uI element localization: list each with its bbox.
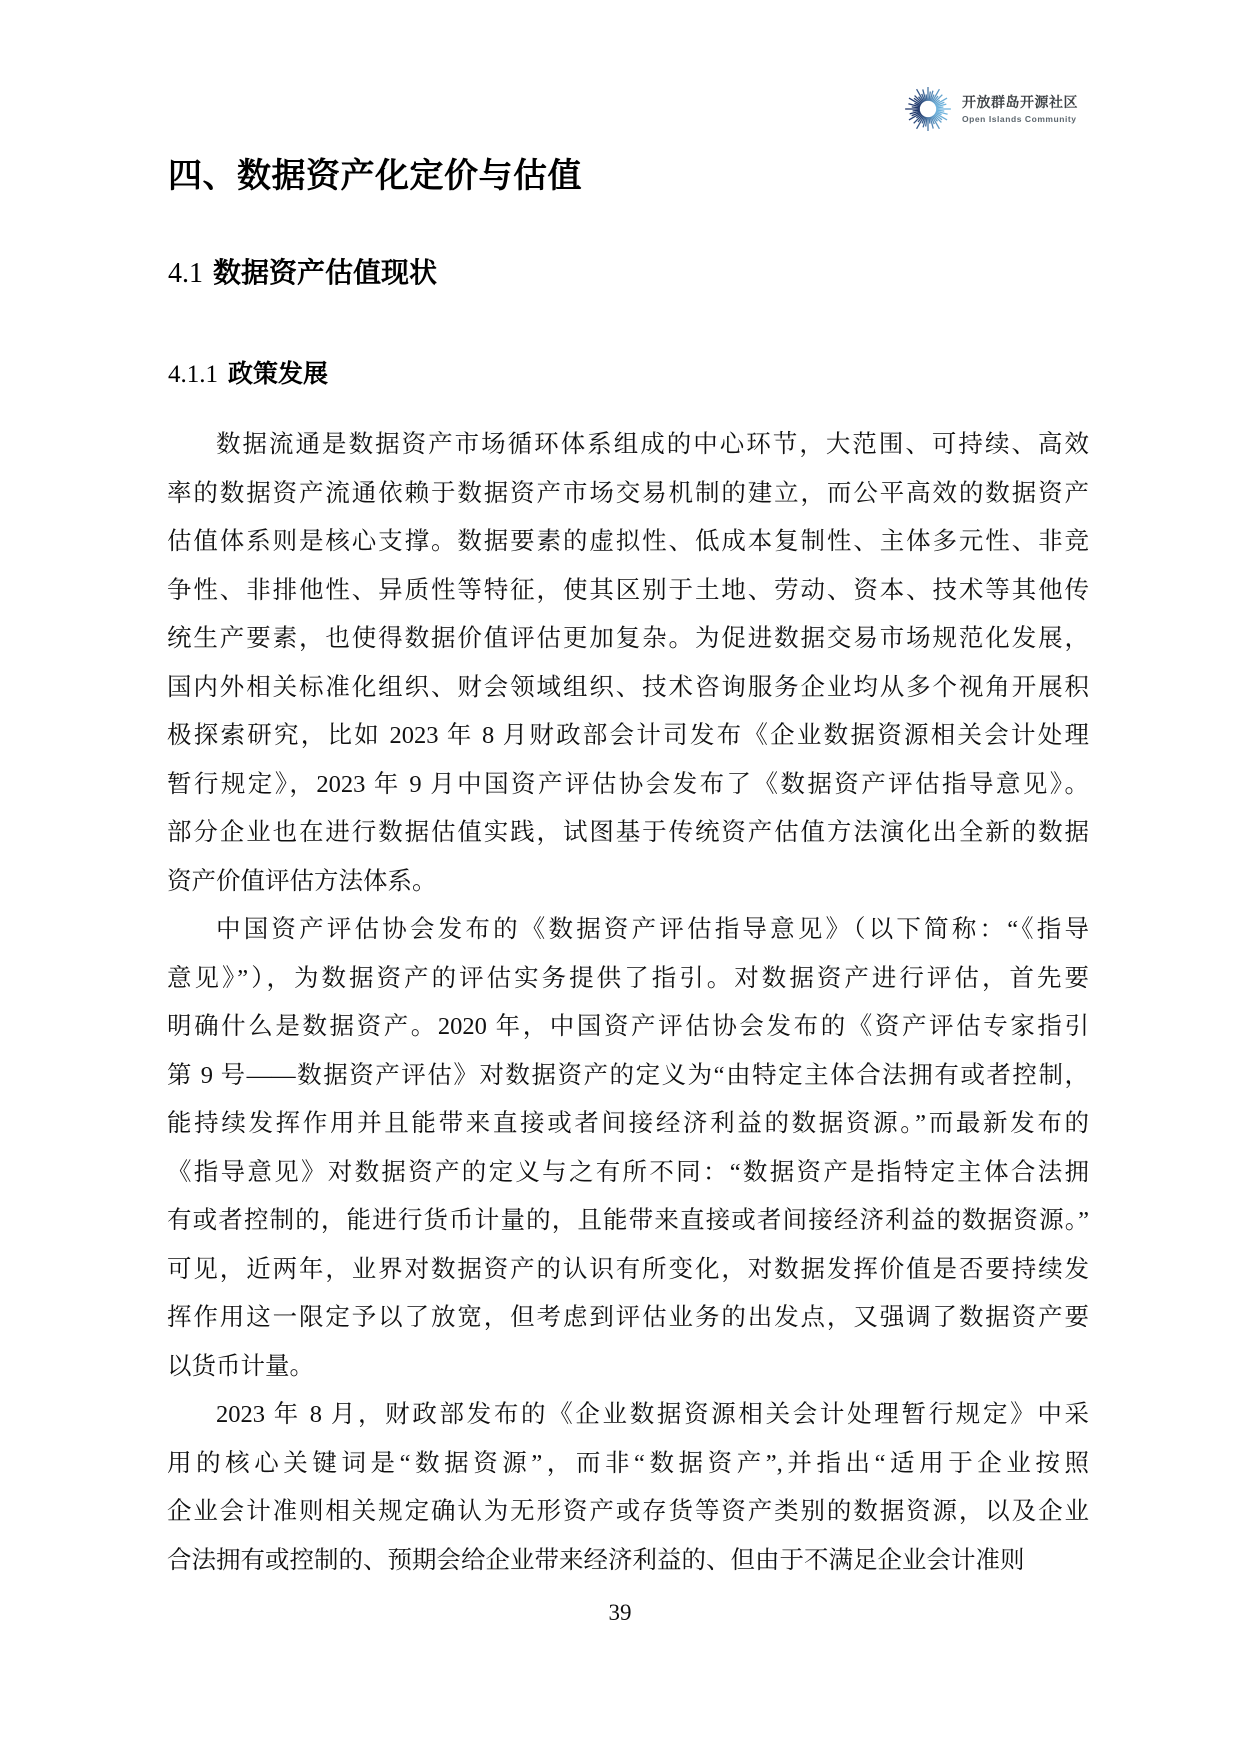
- logo: [903, 84, 1078, 134]
- document-body: [167, 421, 1089, 1585]
- body-line: 中国资产评估协会发布的《数据资产评估指导意见》（以下简称：“《指导: [216, 916, 1089, 943]
- body-line: 以货币计量。: [167, 1352, 314, 1380]
- subsection-number: 4.1.1: [168, 361, 218, 388]
- body-line: 明确什么是数据资产。2020 年，中国资产评估协会发布的《资产评估专家指引: [167, 1013, 1089, 1040]
- sunburst-icon: [903, 84, 953, 134]
- chapter-title: 四、数据资产化定价与估值: [168, 157, 582, 195]
- logo-text: [962, 94, 1078, 125]
- body-line: 国内外相关标准化组织、财会领域组织、技术咨询服务企业均从多个视角开展积: [167, 673, 1089, 701]
- page-number: 39: [608, 1600, 632, 1625]
- logo-name-zh: 开放群岛开源社区: [962, 93, 1078, 110]
- body-line: 用的核心关键词是“数据资源”，而非“数据资产”,并指出“适用于企业按照: [167, 1449, 1089, 1477]
- body-line: 资产价值评估方法体系。: [167, 867, 437, 895]
- body-line: 挥作用这一限定予以了放宽，但考虑到评估业务的出发点，又强调了数据资产要: [167, 1304, 1089, 1331]
- body-line: 统生产要素，也使得数据价值评估更加复杂。为促进数据交易市场规范化发展，: [167, 625, 1089, 652]
- subsection-title: [168, 354, 328, 390]
- section-title: [168, 251, 437, 291]
- body-line: 极探索研究，比如 2023 年 8 月财政部会计司发布《企业数据资源相关会计处理: [167, 722, 1089, 749]
- body-line: 第 9 号——数据资产评估》对数据资产的定义为“由特定主体合法拥有或者控制，: [167, 1061, 1089, 1089]
- body-line: 《指导意见》对数据资产的定义与之有所不同：“数据资产是指特定主体合法拥: [167, 1158, 1089, 1186]
- section-number: 4.1: [168, 258, 203, 289]
- section-title-text: 数据资产估值现状: [213, 257, 438, 288]
- body-line: 部分企业也在进行数据估值实践，试图基于传统资产估值方法演化出全新的数据: [167, 819, 1089, 846]
- body-line: 估值体系则是核心支撑。数据要素的虚拟性、低成本复制性、主体多元性、非竞: [167, 528, 1089, 555]
- body-line: 能持续发挥作用并且能带来直接或者间接经济利益的数据资源。”而最新发布的: [167, 1110, 1089, 1137]
- body-line: 有或者控制的，能进行货币计量的，且能带来直接或者间接经济利益的数据资源。”: [167, 1207, 1089, 1234]
- body-line: 数据流通是数据资产市场循环体系组成的中心环节，大范围、可持续、高效: [216, 431, 1089, 458]
- logo-name-en: Open Islands Community: [962, 113, 1077, 124]
- body-line: 合法拥有或控制的、预期会给企业带来经济利益的、但由于不满足企业会计准则: [167, 1546, 1025, 1574]
- body-line: 争性、非排他性、异质性等特征，使其区别于土地、劳动、资本、技术等其他传: [167, 576, 1089, 604]
- body-line: 意见》”），为数据资产的评估实务提供了指引。对数据资产进行评估，首先要: [167, 964, 1089, 992]
- body-line: 企业会计准则相关规定确认为无形资产或存货等资产类别的数据资源，以及企业: [167, 1498, 1089, 1525]
- subsection-title-text: 政策发展: [228, 360, 329, 388]
- body-line: 2023 年 8 月，财政部发布的《企业数据资源相关会计处理暂行规定》中采: [216, 1401, 1089, 1428]
- body-line: 暂行规定》，2023 年 9 月中国资产评估协会发布了《数据资产评估指导意见》。: [167, 770, 1089, 798]
- body-line: 可见，近两年，业界对数据资产的认识有所变化，对数据发挥价值是否要持续发: [167, 1255, 1089, 1283]
- body-line: 率的数据资产流通依赖于数据资产市场交易机制的建立，而公平高效的数据资产: [167, 479, 1089, 507]
